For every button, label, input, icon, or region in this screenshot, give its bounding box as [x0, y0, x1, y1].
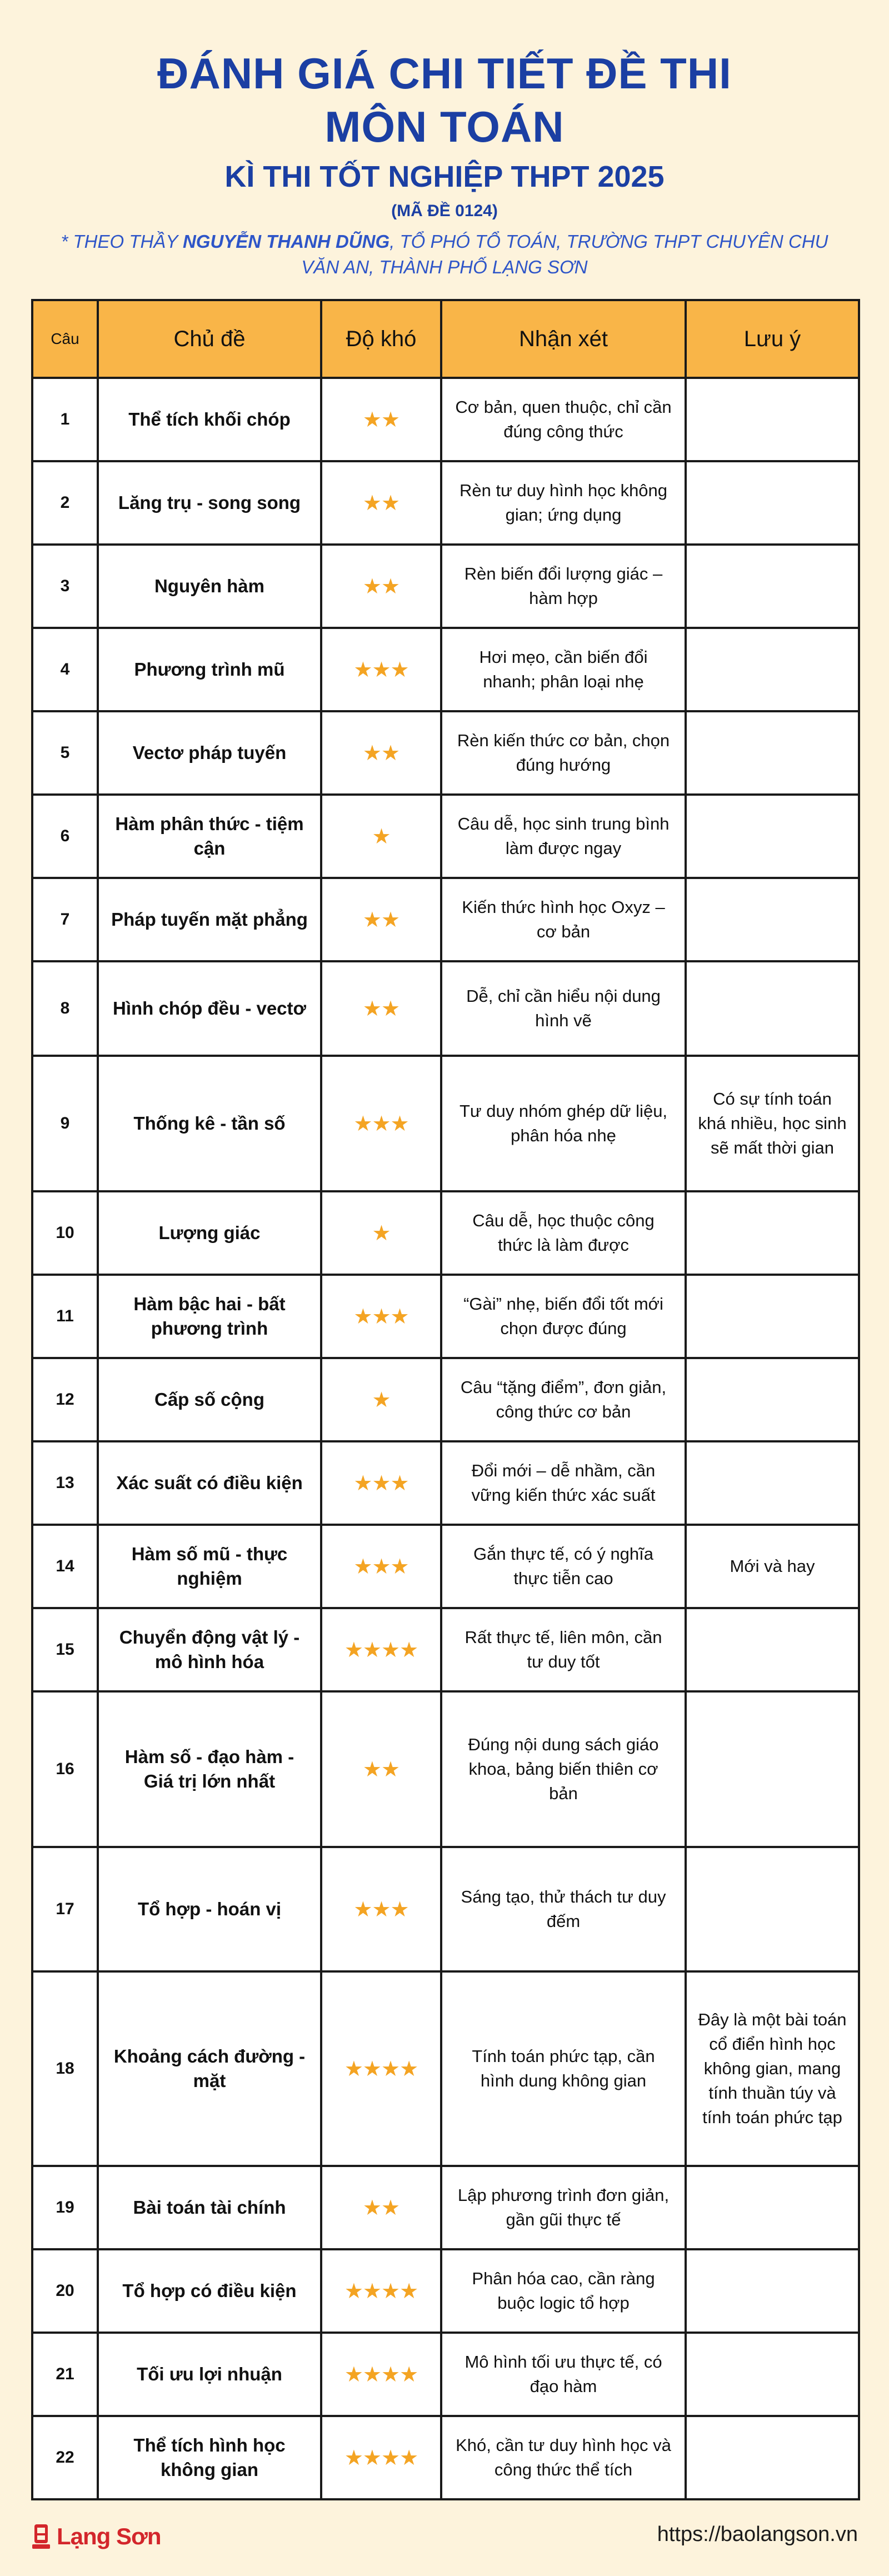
- topic-cell: Chuyển động vật lý - mô hình hóa: [98, 1608, 321, 1691]
- topic-cell: Lăng trụ - song song: [98, 461, 321, 545]
- star-icon: ★: [372, 1471, 391, 1495]
- question-number: 8: [32, 961, 98, 1056]
- note-cell: [686, 1441, 859, 1525]
- star-icon: ★: [362, 2196, 381, 2220]
- column-header-note: Lưu ý: [686, 300, 859, 378]
- topic-cell: Thể tích khối chóp: [98, 378, 321, 461]
- credit-suffix: , TỔ PHÓ TỔ TOÁN, TRƯỜNG THPT CHUYÊN CHU VĂN AN, THÀNH PHỐ LẠNG SƠN: [301, 231, 828, 277]
- star-icon: ★: [390, 1305, 409, 1329]
- question-number: 10: [32, 1191, 98, 1275]
- column-header-comment: Nhận xét: [441, 300, 686, 378]
- star-icon: ★: [390, 1471, 409, 1495]
- note-cell: [686, 1358, 859, 1441]
- star-icon: ★: [381, 1638, 400, 1662]
- star-icon: ★: [344, 2279, 363, 2303]
- star-icon: ★: [381, 741, 400, 765]
- comment-cell: Câu “tặng điểm”, đơn giản, công thức cơ bản: [441, 1358, 686, 1441]
- topic-cell: Cấp số cộng: [98, 1358, 321, 1441]
- question-number: 17: [32, 1847, 98, 1971]
- star-icon: ★: [362, 2446, 381, 2470]
- star-icon: ★: [381, 908, 400, 932]
- note-cell: [686, 545, 859, 628]
- table-row: [32, 1191, 859, 1275]
- column-header-question: Câu: [32, 300, 98, 378]
- column-header-difficulty: Độ khó: [321, 300, 441, 378]
- star-icon: ★: [399, 2363, 418, 2387]
- comment-cell: Câu dễ, học thuộc công thức là làm được: [441, 1191, 686, 1275]
- question-number: 19: [32, 2166, 98, 2249]
- star-icon: ★: [353, 1898, 372, 1921]
- star-icon: ★: [372, 825, 391, 848]
- note-cell: Có sự tính toán khá nhiều, học sinh sẽ mất thời gian: [686, 1056, 859, 1191]
- difficulty-stars: [321, 2166, 441, 2249]
- note-cell: [686, 2416, 859, 2499]
- table-header-row: [32, 300, 859, 378]
- star-icon: ★: [372, 1898, 391, 1921]
- difficulty-stars: [321, 961, 441, 1056]
- table-body: [32, 378, 859, 2499]
- question-number: 5: [32, 711, 98, 795]
- topic-cell: Phương trình mũ: [98, 628, 321, 711]
- star-icon: ★: [381, 2446, 400, 2470]
- star-icon: ★: [390, 1112, 409, 1136]
- evaluation-table: [31, 299, 860, 2500]
- topic-cell: Hàm số mũ - thực nghiệm: [98, 1525, 321, 1608]
- comment-cell: Sáng tạo, thử thách tư duy đếm: [441, 1847, 686, 1971]
- difficulty-stars: [321, 1691, 441, 1847]
- star-icon: ★: [362, 2279, 381, 2303]
- question-number: 6: [32, 795, 98, 878]
- comment-cell: Rèn tư duy hình học không gian; ứng dụng: [441, 461, 686, 545]
- star-icon: ★: [362, 1758, 381, 1781]
- difficulty-stars: [321, 1608, 441, 1691]
- table-row: [32, 1691, 859, 1847]
- question-number: 14: [32, 1525, 98, 1608]
- topic-cell: Tối ưu lợi nhuận: [98, 2333, 321, 2416]
- note-cell: [686, 1847, 859, 1971]
- star-icon: ★: [344, 2446, 363, 2470]
- star-icon: ★: [399, 2446, 418, 2470]
- difficulty-stars: [321, 1275, 441, 1358]
- note-cell: Đây là một bài toán cổ điển hình học không gian, mang tính thuần túy và tính toán phức tạp: [686, 1971, 859, 2166]
- comment-cell: Hơi mẹo, cần biến đổi nhanh; phân loại nhẹ: [441, 628, 686, 711]
- difficulty-stars: [321, 545, 441, 628]
- star-icon: ★: [381, 1758, 400, 1781]
- comment-cell: Tính toán phức tạp, cần hình dung không gian: [441, 1971, 686, 2166]
- comment-cell: Tư duy nhóm ghép dữ liệu, phân hóa nhẹ: [441, 1056, 686, 1191]
- site-url-link[interactable]: https://baolangson.vn: [657, 2523, 858, 2546]
- table-row: [32, 461, 859, 545]
- topic-cell: Hàm phân thức - tiệm cận: [98, 795, 321, 878]
- star-icon: ★: [381, 408, 400, 432]
- question-number: 22: [32, 2416, 98, 2499]
- difficulty-stars: [321, 1441, 441, 1525]
- topic-cell: Bài toán tài chính: [98, 2166, 321, 2249]
- difficulty-stars: [321, 795, 441, 878]
- note-cell: Mới và hay: [686, 1525, 859, 1608]
- question-number: 15: [32, 1608, 98, 1691]
- question-number: 20: [32, 2249, 98, 2333]
- table-row: [32, 795, 859, 878]
- footer-logo: [31, 2517, 161, 2556]
- star-icon: ★: [390, 1898, 409, 1921]
- note-cell: [686, 961, 859, 1056]
- table-row: [32, 1056, 859, 1191]
- table-row: [32, 1441, 859, 1525]
- title-line-2: MÔN TOÁN: [324, 102, 565, 151]
- star-icon: ★: [362, 575, 381, 598]
- note-cell: [686, 1191, 859, 1275]
- note-cell: [686, 2249, 859, 2333]
- note-cell: [686, 711, 859, 795]
- topic-cell: Thể tích hình học không gian: [98, 2416, 321, 2499]
- comment-cell: Lập phương trình đơn giản, gần gũi thực tế: [441, 2166, 686, 2249]
- difficulty-stars: [321, 2416, 441, 2499]
- comment-cell: Rất thực tế, liên môn, cần tư duy tốt: [441, 1608, 686, 1691]
- difficulty-stars: [321, 378, 441, 461]
- note-cell: [686, 1275, 859, 1358]
- topic-cell: Khoảng cách đường - mặt: [98, 1971, 321, 2166]
- lang-son-emblem-icon: [31, 2522, 51, 2551]
- table-row: [32, 378, 859, 461]
- table-row: [32, 1971, 859, 2166]
- star-icon: ★: [390, 1555, 409, 1579]
- question-number: 3: [32, 545, 98, 628]
- topic-cell: Lượng giác: [98, 1191, 321, 1275]
- author-credit: [42, 229, 847, 280]
- note-cell: [686, 628, 859, 711]
- question-number: 1: [32, 378, 98, 461]
- difficulty-stars: [321, 461, 441, 545]
- table-row: [32, 2249, 859, 2333]
- page-header: [0, 0, 889, 280]
- question-number: 13: [32, 1441, 98, 1525]
- star-icon: ★: [362, 1638, 381, 1662]
- star-icon: ★: [381, 2057, 400, 2081]
- comment-cell: Phân hóa cao, cần ràng buộc logic tổ hợp: [441, 2249, 686, 2333]
- question-number: 2: [32, 461, 98, 545]
- difficulty-stars: [321, 1358, 441, 1441]
- topic-cell: Hàm số - đạo hàm - Giá trị lớn nhất: [98, 1691, 321, 1847]
- note-cell: [686, 1691, 859, 1847]
- table-row: [32, 1275, 859, 1358]
- table-row: [32, 961, 859, 1056]
- star-icon: ★: [372, 1112, 391, 1136]
- star-icon: ★: [372, 1305, 391, 1329]
- topic-cell: Hình chóp đều - vectơ: [98, 961, 321, 1056]
- difficulty-stars: [321, 2249, 441, 2333]
- note-cell: [686, 878, 859, 961]
- question-number: 18: [32, 1971, 98, 2166]
- note-cell: [686, 1608, 859, 1691]
- star-icon: ★: [372, 1388, 391, 1412]
- star-icon: ★: [353, 658, 372, 682]
- table-row: [32, 711, 859, 795]
- star-icon: ★: [399, 2279, 418, 2303]
- difficulty-stars: [321, 1525, 441, 1608]
- page-title: [0, 47, 889, 153]
- exam-code: (MÃ ĐỀ 0124): [391, 202, 498, 220]
- table-row: [32, 545, 859, 628]
- star-icon: ★: [362, 997, 381, 1021]
- comment-cell: “Gài” nhẹ, biến đổi tốt mới chọn được đúng: [441, 1275, 686, 1358]
- star-icon: ★: [362, 2363, 381, 2387]
- topic-cell: Tổ hợp - hoán vị: [98, 1847, 321, 1971]
- table-row: [32, 878, 859, 961]
- note-cell: [686, 2166, 859, 2249]
- table-row: [32, 628, 859, 711]
- star-icon: ★: [362, 408, 381, 432]
- topic-cell: Tổ hợp có điều kiện: [98, 2249, 321, 2333]
- topic-cell: Nguyên hàm: [98, 545, 321, 628]
- comment-cell: Khó, cần tư duy hình học và công thức thể tích: [441, 2416, 686, 2499]
- table-row: [32, 1608, 859, 1691]
- star-icon: ★: [344, 1638, 363, 1662]
- question-number: 21: [32, 2333, 98, 2416]
- comment-cell: Đổi mới – dễ nhầm, cần vững kiến thức xác suất: [441, 1441, 686, 1525]
- logo-text: Lạng Sơn: [57, 2523, 161, 2549]
- star-icon: ★: [353, 1112, 372, 1136]
- question-number: 4: [32, 628, 98, 711]
- star-icon: ★: [344, 2363, 363, 2387]
- question-number: 16: [32, 1691, 98, 1847]
- star-icon: ★: [362, 908, 381, 932]
- star-icon: ★: [381, 997, 400, 1021]
- star-icon: ★: [344, 2057, 363, 2081]
- difficulty-stars: [321, 1056, 441, 1191]
- difficulty-stars: [321, 2333, 441, 2416]
- topic-cell: Hàm bậc hai - bất phương trình: [98, 1275, 321, 1358]
- star-icon: ★: [381, 2363, 400, 2387]
- comment-cell: Mô hình tối ưu thực tế, có đạo hàm: [441, 2333, 686, 2416]
- question-number: 12: [32, 1358, 98, 1441]
- table-row: [32, 1847, 859, 1971]
- credit-prefix: * THEO THẦY: [61, 231, 183, 252]
- credit-name: NGUYỄN THANH DŨNG: [182, 231, 390, 252]
- topic-cell: Pháp tuyến mặt phẳng: [98, 878, 321, 961]
- difficulty-stars: [321, 878, 441, 961]
- star-icon: ★: [390, 658, 409, 682]
- comment-cell: Gắn thực tế, có ý nghĩa thực tiễn cao: [441, 1525, 686, 1608]
- question-number: 9: [32, 1056, 98, 1191]
- comment-cell: Cơ bản, quen thuộc, chỉ cần đúng công thức: [441, 378, 686, 461]
- comment-cell: Rèn biến đổi lượng giác – hàm hợp: [441, 545, 686, 628]
- star-icon: ★: [399, 2057, 418, 2081]
- star-icon: ★: [353, 1555, 372, 1579]
- star-icon: ★: [372, 1555, 391, 1579]
- note-cell: [686, 461, 859, 545]
- difficulty-stars: [321, 711, 441, 795]
- topic-cell: Xác suất có điều kiện: [98, 1441, 321, 1525]
- difficulty-stars: [321, 1191, 441, 1275]
- page-subtitle: KÌ THI TỐT NGHIỆP THPT 2025: [224, 160, 665, 193]
- note-cell: [686, 795, 859, 878]
- table-row: [32, 1358, 859, 1441]
- table-row: [32, 2166, 859, 2249]
- comment-cell: Rèn kiến thức cơ bản, chọn đúng hướng: [441, 711, 686, 795]
- star-icon: ★: [362, 2057, 381, 2081]
- star-icon: ★: [362, 741, 381, 765]
- difficulty-stars: [321, 1971, 441, 2166]
- comment-cell: Đúng nội dung sách giáo khoa, bảng biến thiên cơ bản: [441, 1691, 686, 1847]
- star-icon: ★: [381, 2279, 400, 2303]
- comment-cell: Dễ, chỉ cần hiểu nội dung hình vẽ: [441, 961, 686, 1056]
- star-icon: ★: [381, 491, 400, 515]
- star-icon: ★: [353, 1305, 372, 1329]
- topic-cell: Thống kê - tần số: [98, 1056, 321, 1191]
- comment-cell: Câu dễ, học sinh trung bình làm được ngay: [441, 795, 686, 878]
- star-icon: ★: [381, 575, 400, 598]
- comment-cell: Kiến thức hình học Oxyz – cơ bản: [441, 878, 686, 961]
- table-row: [32, 1525, 859, 1608]
- star-icon: ★: [381, 2196, 400, 2220]
- table-row: [32, 2333, 859, 2416]
- table-row: [32, 2416, 859, 2499]
- star-icon: ★: [362, 491, 381, 515]
- question-number: 11: [32, 1275, 98, 1358]
- note-cell: [686, 2333, 859, 2416]
- title-line-1: ĐÁNH GIÁ CHI TIẾT ĐỀ THI: [157, 49, 732, 98]
- star-icon: ★: [353, 1471, 372, 1495]
- question-number: 7: [32, 878, 98, 961]
- topic-cell: Vectơ pháp tuyến: [98, 711, 321, 795]
- star-icon: ★: [372, 658, 391, 682]
- difficulty-stars: [321, 628, 441, 711]
- column-header-topic: Chủ đề: [98, 300, 321, 378]
- star-icon: ★: [399, 1638, 418, 1662]
- difficulty-stars: [321, 1847, 441, 1971]
- star-icon: ★: [372, 1221, 391, 1245]
- note-cell: [686, 378, 859, 461]
